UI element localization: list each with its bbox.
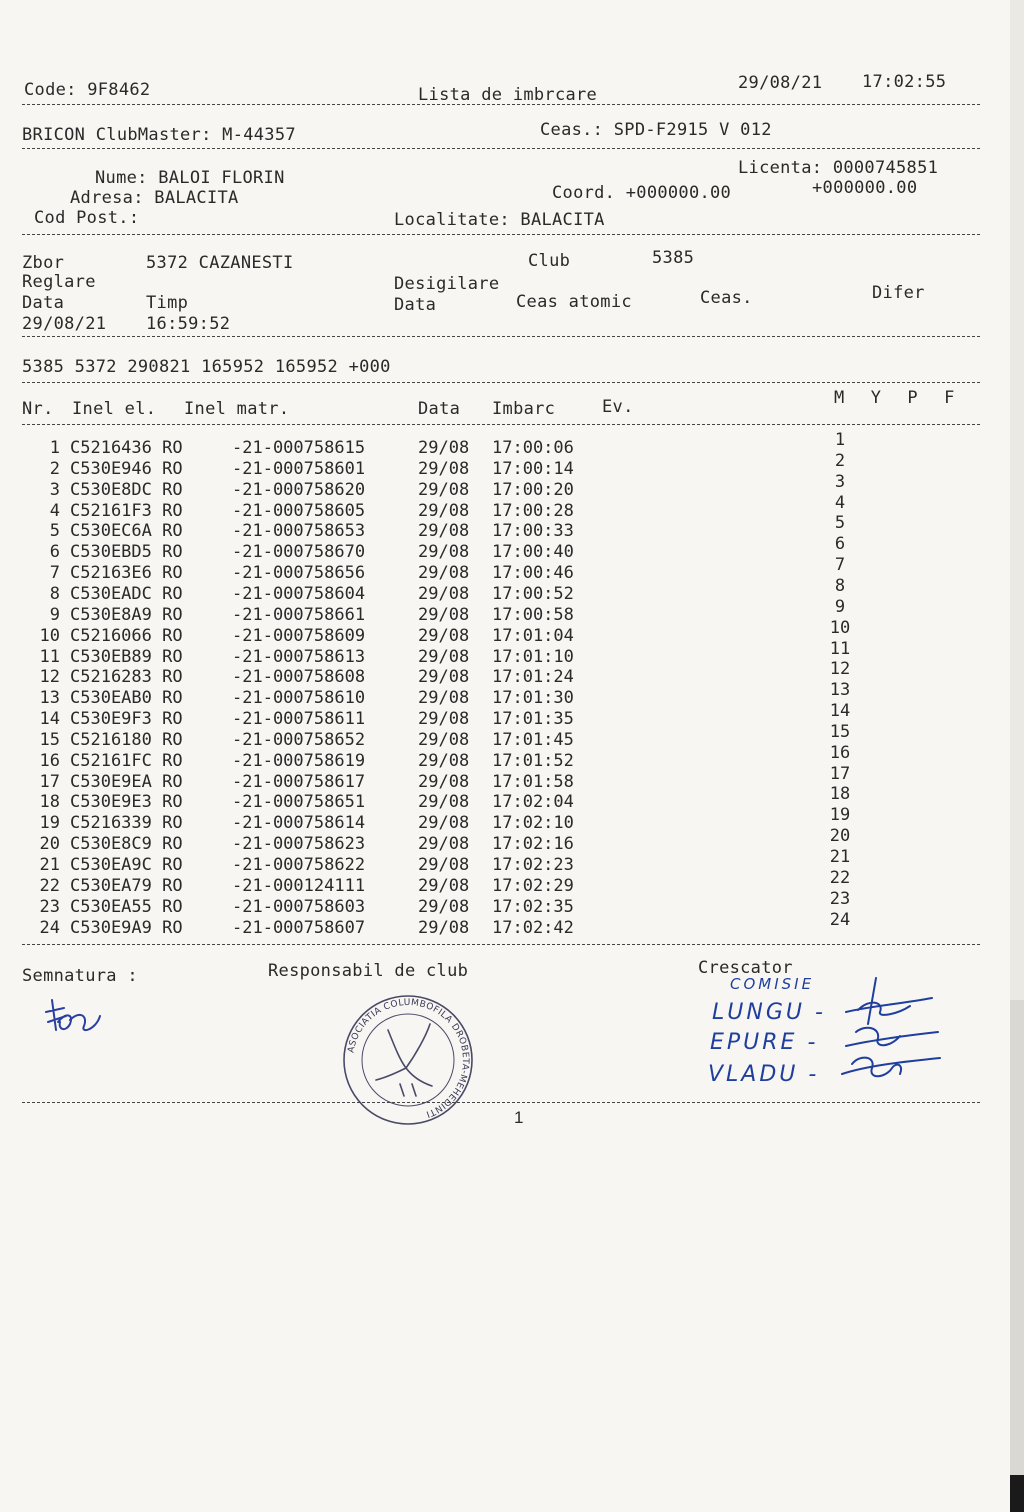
registration-ring: -21-000758614	[232, 813, 366, 834]
arrival-date: 29/08	[418, 583, 470, 604]
registration-ring: -21-000758611	[232, 709, 366, 730]
commission-member-3: VLADU -	[708, 1062, 820, 1087]
arrival-date: 29/08	[418, 709, 470, 730]
divider	[22, 1102, 980, 1103]
arrival-time: 17:01:52	[492, 750, 574, 771]
clubmaster-id: BRICON ClubMaster: M-44357	[22, 125, 296, 145]
electronic-ring: C530E8C9 RO	[70, 834, 183, 855]
registration-ring: -21-000758609	[232, 625, 366, 646]
row-number: 14	[39, 709, 60, 730]
rank-number: 10	[829, 617, 851, 638]
registration-ring: -21-000758607	[232, 917, 366, 938]
coordinates-second: +000000.00	[812, 178, 918, 198]
owner-name: Nume: BALOI FLORIN	[95, 168, 285, 188]
rank-number: 8	[834, 575, 846, 596]
arrival-date: 29/08	[418, 688, 470, 709]
arrival-time: 17:00:06	[492, 438, 574, 458]
flight-name: 5372 CAZANESTI	[146, 253, 294, 273]
rank-number: 12	[829, 659, 851, 680]
row-number: 22	[39, 875, 60, 896]
flight-summary: 5385 5372 290821 165952 165952 +000	[22, 357, 391, 377]
arrival-time: 17:02:16	[492, 834, 574, 855]
row-number: 17	[39, 771, 60, 792]
row-number: 18	[39, 792, 60, 813]
row-number: 24	[39, 917, 60, 938]
arrival-time: 17:00:52	[492, 583, 574, 604]
registration-ring: -21-000758622	[232, 855, 366, 875]
arrival-time: 17:02:42	[492, 917, 574, 938]
arrival-date: 29/08	[418, 542, 470, 563]
arrival-time: 17:00:58	[492, 604, 574, 625]
svg-text:ASOCIATIA COLUMBOFILA DROBETA-: ASOCIATIA COLUMBOFILA DROBETA-MEHEDINTI	[346, 997, 471, 1119]
arrival-date: 29/08	[418, 834, 470, 855]
arrival-date: 29/08	[418, 750, 470, 771]
registration-ring: -21-000758604	[232, 583, 366, 604]
electronic-ring: C5216283 RO	[70, 667, 183, 688]
electronic-ring: C530EA9C RO	[70, 855, 183, 875]
flight-label: Zbor	[22, 253, 65, 273]
electronic-ring: C530EAB0 RO	[70, 688, 183, 709]
rank-number: 13	[829, 680, 851, 701]
registration-ring: -21-000758670	[232, 542, 366, 563]
arrival-date: 29/08	[418, 500, 470, 521]
row-number: 15	[39, 729, 60, 750]
rank-number: 23	[829, 888, 851, 909]
adjust-time-label: Timp	[146, 293, 189, 313]
arrival-date: 29/08	[418, 917, 470, 938]
unseal-label: Desigilare	[394, 274, 500, 294]
arrival-time: 17:01:30	[492, 688, 574, 709]
arrival-time: 17:00:33	[492, 521, 574, 542]
signature-label: Semnatura :	[22, 966, 138, 986]
rank-number: 3	[834, 471, 846, 492]
arrival-date: 29/08	[418, 479, 470, 500]
row-number: 11	[39, 646, 60, 667]
row-number: 5	[49, 521, 60, 542]
arrival-time: 17:02:35	[492, 896, 574, 917]
col-header-ev: Ev.	[602, 397, 634, 417]
row-number: 16	[39, 750, 60, 771]
rank-number: 11	[829, 638, 851, 659]
adjust-date: 29/08/21	[22, 314, 107, 334]
electronic-ring: C530EADC RO	[70, 583, 183, 604]
col-header-imbarc: Imbarc	[492, 399, 556, 419]
arrival-time: 17:01:10	[492, 646, 574, 667]
registration-ring: -21-000758653	[232, 521, 366, 542]
page-edge-corner	[1010, 1475, 1024, 1512]
breeder-label: Crescator	[698, 958, 793, 978]
col-header-inel-el: Inel el.	[72, 399, 157, 419]
row-number: 4	[49, 500, 60, 521]
arrival-time: 17:01:58	[492, 771, 574, 792]
rank-number: 6	[834, 534, 846, 555]
arrival-time: 17:01:45	[492, 729, 574, 750]
row-number: 23	[39, 896, 60, 917]
registration-ring: -21-000758619	[232, 750, 366, 771]
difference-label: Difer	[872, 283, 925, 303]
page-edge-shadow	[1010, 1000, 1024, 1512]
rank-number: 16	[829, 742, 851, 763]
license-number: Licenta: 0000745851	[738, 158, 939, 178]
arrival-date: 29/08	[418, 813, 470, 834]
arrival-time: 17:00:28	[492, 500, 574, 521]
arrival-date: 29/08	[418, 771, 470, 792]
arrival-time: 17:02:10	[492, 813, 574, 834]
rank-number: 20	[829, 826, 851, 847]
electronic-ring: C530EC6A RO	[70, 521, 183, 542]
registration-ring: -21-000758656	[232, 563, 366, 584]
adjust-time: 16:59:52	[146, 314, 231, 334]
rank-number: 19	[829, 805, 851, 826]
col-header-inel-matr: Inel matr.	[184, 399, 290, 419]
registration-ring: -21-000758651	[232, 792, 366, 813]
arrival-time: 17:01:24	[492, 667, 574, 688]
row-number: 1	[49, 438, 60, 458]
club-label: Club	[528, 251, 571, 271]
rank-number: 4	[834, 492, 846, 513]
registration-ring: -21-000758603	[232, 896, 366, 917]
coordinates: Coord. +000000.00	[552, 183, 732, 203]
rank-number: 21	[829, 847, 851, 867]
row-number: 12	[39, 667, 60, 688]
owner-signature	[46, 1000, 100, 1030]
electronic-ring: C530E946 RO	[70, 458, 183, 479]
registration-ring: -21-000758608	[232, 667, 366, 688]
row-number: 10	[39, 625, 60, 646]
rank-number: 22	[829, 867, 851, 888]
row-number: 13	[39, 688, 60, 709]
rank-number: 7	[834, 555, 846, 576]
electronic-ring: C530EBD5 RO	[70, 542, 183, 563]
electronic-ring: C530EA79 RO	[70, 875, 183, 896]
row-number: 7	[49, 563, 60, 584]
rank-number: 24	[829, 909, 851, 930]
arrival-time: 17:02:23	[492, 855, 574, 875]
electronic-ring: C5216066 RO	[70, 625, 183, 646]
rank-number: 2	[834, 450, 846, 471]
commission-heading: COMISIE	[730, 975, 815, 993]
row-number: 6	[49, 542, 60, 563]
row-number: 20	[39, 834, 60, 855]
col-header-mypf: M Y P F	[834, 388, 957, 408]
arrival-time: 17:00:20	[492, 479, 574, 500]
rank-number: 18	[829, 784, 851, 805]
arrival-date: 29/08	[418, 625, 470, 646]
club-stamp	[344, 996, 472, 1124]
unseal-date-label: Data	[394, 295, 437, 315]
clock-id: Ceas.: SPD-F2915 V 012	[540, 120, 772, 140]
print-time: 17:02:55	[862, 72, 947, 92]
electronic-ring: C530E9A9 RO	[70, 917, 183, 938]
registration-ring: -21-000758610	[232, 688, 366, 709]
arrival-date: 29/08	[418, 667, 470, 688]
electronic-ring: C530E9E3 RO	[70, 792, 183, 813]
registration-ring: -21-000758661	[232, 604, 366, 625]
registration-ring: -21-000758617	[232, 771, 366, 792]
row-number: 8	[49, 583, 60, 604]
arrival-date: 29/08	[418, 855, 470, 875]
arrival-time: 17:00:14	[492, 458, 574, 479]
electronic-ring: C530E9EA RO	[70, 771, 183, 792]
electronic-ring: C530EB89 RO	[70, 646, 183, 667]
commission-member-2: EPURE -	[710, 1030, 819, 1055]
arrival-date: 29/08	[418, 729, 470, 750]
arrival-date: 29/08	[418, 563, 470, 584]
arrival-time: 17:02:04	[492, 792, 574, 813]
club-number: 5385	[652, 248, 695, 268]
row-number: 9	[49, 604, 60, 625]
electronic-ring: C5216339 RO	[70, 813, 183, 834]
arrival-time: 17:00:40	[492, 542, 574, 563]
registration-ring: -21-000758620	[232, 479, 366, 500]
rank-number: 1	[834, 430, 846, 450]
row-number: 3	[49, 479, 60, 500]
electronic-ring: C5216180 RO	[70, 729, 183, 750]
electronic-ring: C530EA55 RO	[70, 896, 183, 917]
registration-ring: -21-000758623	[232, 834, 366, 855]
col-header-data: Data	[418, 399, 461, 419]
electronic-ring: C530E8DC RO	[70, 479, 183, 500]
atomic-clock-label: Ceas atomic	[516, 292, 632, 312]
arrival-date: 29/08	[418, 458, 470, 479]
clock-label: Ceas.	[700, 288, 753, 308]
electronic-ring: C530E9F3 RO	[70, 709, 183, 730]
code-label: Code: 9F8462	[24, 80, 151, 100]
registration-ring: -21-000124111	[232, 875, 366, 896]
registration-ring: -21-000758613	[232, 646, 366, 667]
page-number: 1	[514, 1108, 524, 1127]
adjust-label: Reglare	[22, 272, 96, 292]
document-title: Lista de imbrcare	[418, 85, 598, 105]
print-date: 29/08/21	[738, 73, 823, 93]
electronic-ring: C530E8A9 RO	[70, 604, 183, 625]
arrival-date: 29/08	[418, 896, 470, 917]
arrival-date: 29/08	[418, 521, 470, 542]
arrival-time: 17:00:46	[492, 563, 574, 584]
arrival-date: 29/08	[418, 875, 470, 896]
locality: Localitate: BALACITA	[394, 210, 605, 230]
arrival-time: 17:02:29	[492, 875, 574, 896]
arrival-date: 29/08	[418, 438, 470, 458]
registration-ring: -21-000758652	[232, 729, 366, 750]
rank-number: 9	[834, 596, 846, 617]
arrival-date: 29/08	[418, 792, 470, 813]
registration-ring: -21-000758615	[232, 438, 366, 458]
electronic-ring: C52163E6 RO	[70, 563, 183, 584]
col-header-nr: Nr.	[22, 399, 54, 419]
row-number: 2	[49, 458, 60, 479]
electronic-ring: C5216436 RO	[70, 438, 183, 458]
postal-code: Cod Post.:	[34, 208, 140, 228]
arrival-time: 17:01:35	[492, 709, 574, 730]
adjust-date-label: Data	[22, 293, 65, 313]
commission-signatures	[842, 978, 940, 1076]
registration-ring: -21-000758601	[232, 458, 366, 479]
club-responsible-label: Responsabil de club	[268, 961, 469, 981]
row-number: 21	[39, 855, 60, 875]
arrival-date: 29/08	[418, 646, 470, 667]
commission-member-1: LUNGU -	[712, 1000, 826, 1025]
row-number: 19	[39, 813, 60, 834]
rank-number: 5	[834, 513, 846, 534]
arrival-time: 17:01:04	[492, 625, 574, 646]
electronic-ring: C52161F3 RO	[70, 500, 183, 521]
arrival-date: 29/08	[418, 604, 470, 625]
rank-number: 14	[829, 701, 851, 722]
rank-number: 17	[829, 763, 851, 784]
registration-ring: -21-000758605	[232, 500, 366, 521]
rank-number: 15	[829, 721, 851, 742]
owner-address: Adresa: BALACITA	[70, 188, 239, 208]
electronic-ring: C52161FC RO	[70, 750, 183, 771]
